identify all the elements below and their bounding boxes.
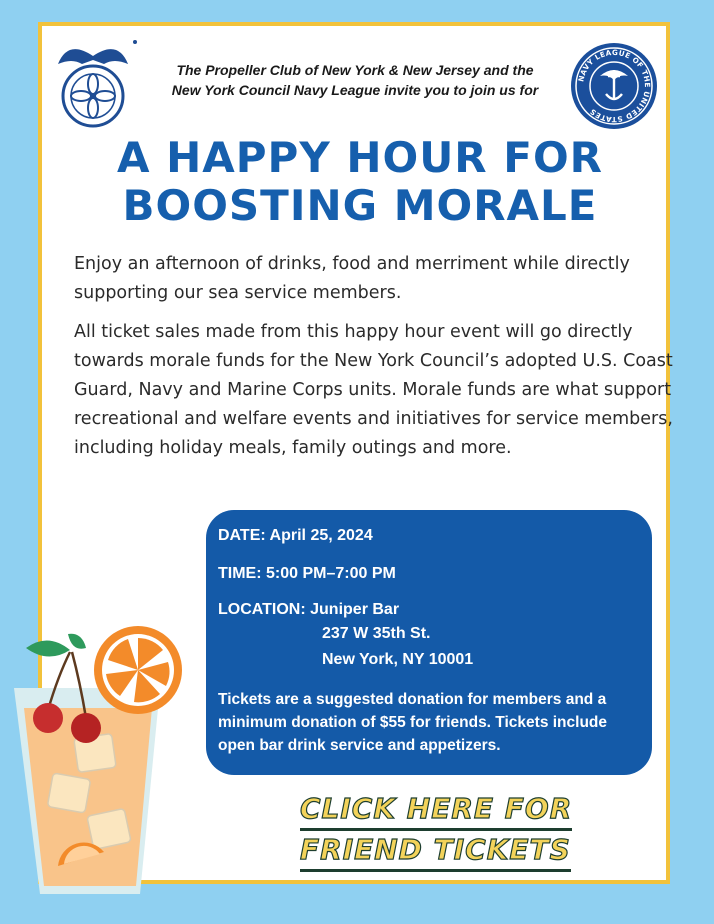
event-location: LOCATION: Juniper Bar: [218, 601, 400, 618]
ticket-note: Tickets are a suggested donation for members and a minimum donation of $55 for friends. Tickets include open bar drink service and appetizers.: [218, 691, 607, 754]
cta-line-1: CLICK HERE FOR: [300, 790, 572, 831]
invitation-line-2: New York Council Navy League invite you to join us for: [171, 82, 539, 98]
invitation-line-1: The Propeller Club of New York & New Jersey and the: [176, 62, 534, 78]
cta-line-2: FRIEND TICKETS: [300, 831, 571, 872]
title-line-2: BOOSTING MORALE: [122, 181, 598, 230]
invitation-text: [150, 60, 560, 100]
event-date: DATE: April 25, 2024: [218, 527, 373, 544]
friend-tickets-link[interactable]: [300, 790, 573, 872]
intro-paragraph: Enjoy an afternoon of drinks, food and merriment while directly supporting our sea service members.: [74, 254, 630, 303]
address-line-1: 237 W 35th St.: [322, 625, 431, 642]
navy-league-seal-icon: [570, 42, 658, 130]
event-details-box: [206, 510, 652, 775]
event-time: TIME: 5:00 PM–7:00 PM: [218, 565, 396, 582]
details-paragraph: All ticket sales made from this happy hour event will go directly towards morale funds for the New York Council’s adopted U.S. Coast Guard, Navy and Marine Corps units. Morale funds are what support recreational and welfare events and initiatives for service members, including holiday meals, family outings and more.: [74, 322, 673, 458]
cocktail-glass-with-orange-and-cherries-icon: [0, 626, 200, 924]
title-line-1: A HAPPY HOUR FOR: [116, 133, 604, 182]
address-line-2: New York, NY 10001: [322, 651, 474, 668]
event-title: [80, 134, 640, 230]
navy-league-seal-text: NAVY LEAGUE OF THE UNITED STATES: [576, 47, 653, 125]
propeller-club-eagle-seal-icon: [48, 34, 138, 134]
